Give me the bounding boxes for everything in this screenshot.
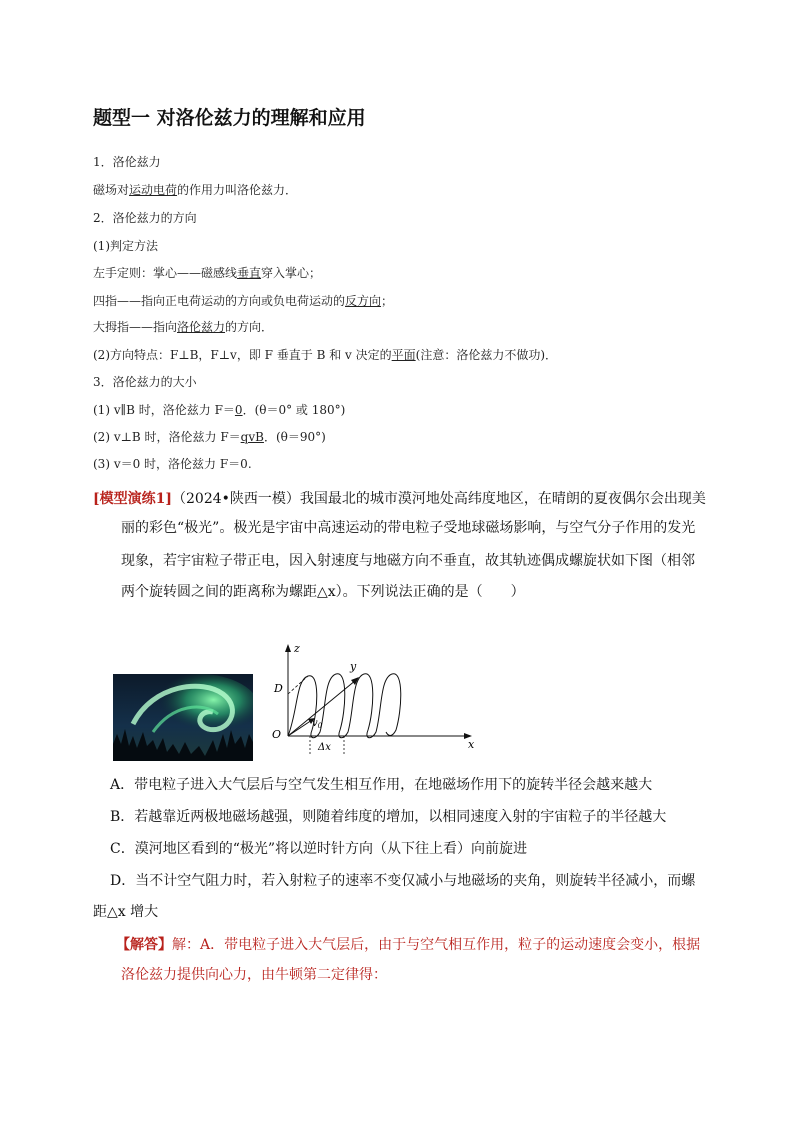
magnitude-case-1: (1) v∥B 时，洛伦兹力 F＝0．(θ＝0° 或 180°) [93, 403, 346, 417]
page-title: 题型一 对洛伦兹力的理解和应用 [93, 107, 366, 129]
underlined-term: 0 [234, 403, 243, 417]
velocity-vector [288, 720, 312, 736]
magnitude-case-3: (3) v＝0 时，洛伦兹力 F＝0. [93, 457, 252, 471]
section-1-definition: 磁场对运动电荷的作用力叫洛伦兹力． [93, 183, 298, 197]
z-arrow [285, 644, 291, 652]
label-dx: Δx [318, 742, 331, 753]
underlined-term: 洛伦兹力 [177, 320, 226, 334]
left-hand-rule: 左手定则：掌心——磁感线垂直穿入掌心； [93, 266, 322, 280]
underlined-term: 平面 [391, 348, 416, 362]
helix-trajectory [288, 674, 401, 738]
question-line-3: 现象，若宇宙粒子带正电，因入射速度与地磁方向不垂直，故其轨迹偶成螺旋状如下图（相邻 [121, 553, 695, 569]
label-v0: $v_0$ [312, 718, 323, 730]
direction-feature: (2)方向特点：F⊥B，F⊥v，即 F 垂直于 B 和 v 决定的平面(注意：洛伦兹力不做功)． [93, 348, 558, 362]
magnitude-case-2: (2) v⊥B 时，洛伦兹力 F＝qvB．(θ＝90°) [93, 430, 326, 444]
answer-first-line: 【解答】解：A．带电粒子进入大气层后，由于与空气相互作用，粒子的运动速度会变小，根据 [116, 937, 701, 953]
label-d: D [274, 682, 283, 695]
section-2-sub1: (1)判定方法 [93, 239, 158, 253]
answer-line-2: 洛伦兹力提供向心力，由牛顿第二定律得： [121, 967, 387, 983]
underlined-term: 运动电荷 [129, 183, 178, 197]
underlined-term: 垂直 [237, 266, 262, 280]
question-tag: [模型演练1] [93, 491, 172, 507]
label-z: z [294, 642, 300, 655]
question-line-4: 两个旋转圆之间的距离称为螺距△x）。下列说法正确的是（ ） [121, 584, 525, 600]
underlined-term: 反方向 [345, 294, 382, 308]
question-line-2: 丽的彩色“极光”。极光是宇宙中高速运动的带电粒子受地球磁场影响，与空气分子作用的发光 [121, 520, 696, 536]
option-d-cont: 距△x 增大 [93, 904, 159, 920]
section-3-title: 3．洛伦兹力的大小 [93, 375, 197, 389]
answer-tag: 【解答】 [116, 937, 172, 953]
helix-diagram [268, 640, 488, 764]
option-b: B．若越靠近两极地磁场越强，则随着纬度的增加，以相同速度入射的宇宙粒子的半径越大 [110, 809, 667, 825]
section-2-title: 2．洛伦兹力的方向 [93, 211, 197, 225]
underlined-term: qvB [240, 430, 264, 444]
question-first-line: [模型演练1]（2024•陕西一模）我国最北的城市漠河地处高纬度地区，在晴朗的夏夜偶尔会出现美 [93, 491, 706, 507]
option-c: C．漠河地区看到的“极光”将以逆时针方向（从下往上看）向前旋进 [110, 841, 528, 857]
label-x: x [468, 738, 475, 751]
label-o: O [272, 728, 282, 741]
four-fingers-rule: 四指——指向正电荷运动的方向或负电荷运动的反方向； [93, 294, 394, 308]
label-y: y [350, 660, 357, 673]
option-d: D．当不计空气阻力时，若入射粒子的速率不变仅减小与地磁场的夹角，则旋转半径减小，而螺 [110, 873, 696, 889]
option-a: A．带电粒子进入大气层后与空气发生相互作用，在地磁场作用下的旋转半径会越来越大 [110, 777, 653, 793]
thumb-rule: 大拇指——指向洛伦兹力的方向． [93, 320, 274, 334]
aurora-photo [113, 674, 253, 761]
section-1-title: 1．洛伦兹力 [93, 155, 161, 169]
dashed-guide [288, 676, 308, 694]
